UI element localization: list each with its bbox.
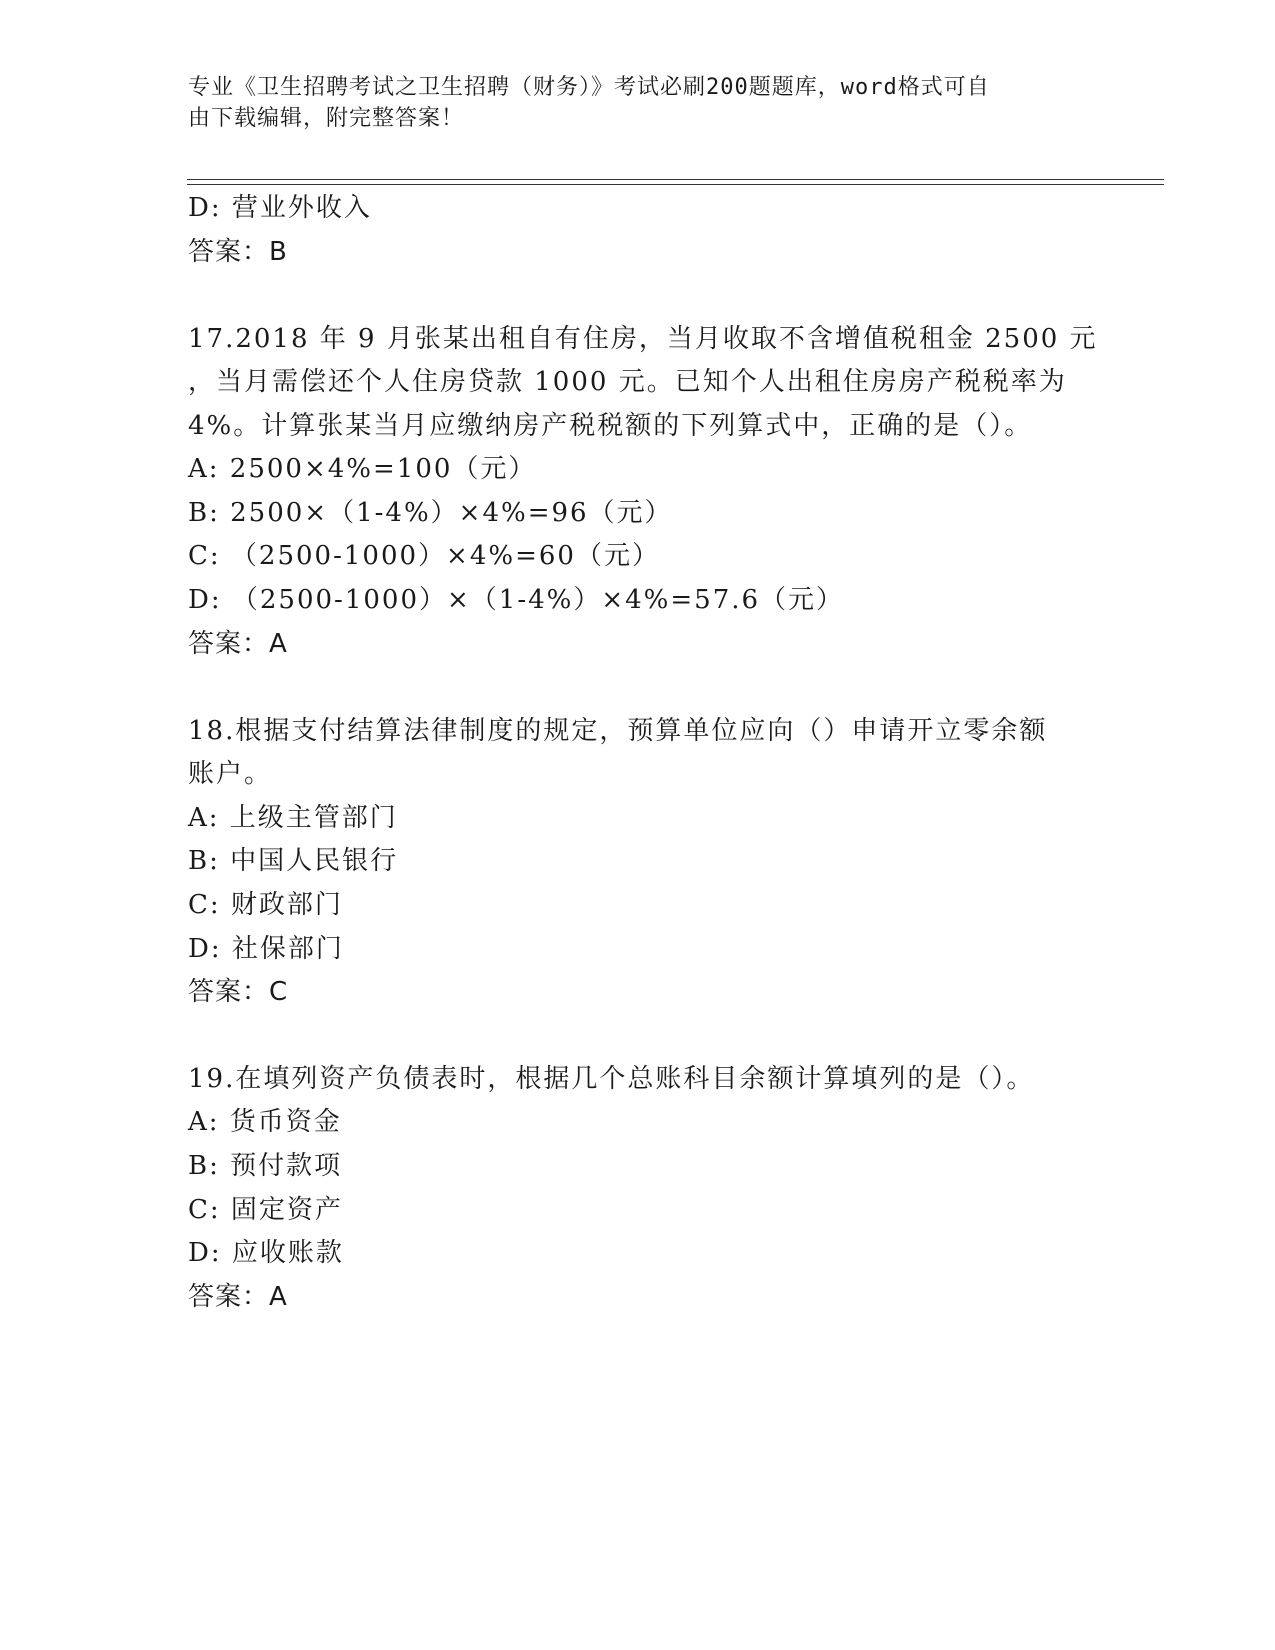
q19-option-b: B: 预付款项 bbox=[188, 1151, 343, 1181]
q19-option-d: D: 应收账款 bbox=[188, 1238, 344, 1268]
header-divider-bottom bbox=[187, 184, 1164, 185]
q17-option-d: D: （2500-1000）×（1-4%）×4%=57.6（元） bbox=[188, 585, 845, 615]
q18-option-c: C: 财政部门 bbox=[188, 890, 343, 920]
q17-option-a: A: 2500×4%=100（元） bbox=[188, 454, 537, 484]
q17-stem-line-3: 4%。计算张某当月应缴纳房产税税额的下列算式中，正确的是（）。 bbox=[188, 411, 1033, 441]
q18-option-b: B: 中国人民银行 bbox=[188, 846, 399, 876]
header-divider-top bbox=[187, 179, 1164, 180]
q17-option-c: C: （2500-1000）×4%=60（元） bbox=[188, 541, 660, 571]
q18-answer: 答案：C bbox=[188, 977, 289, 1007]
q18-option-d: D: 社保部门 bbox=[188, 934, 344, 964]
prev-option-d: D: 营业外收入 bbox=[188, 193, 372, 223]
q18-stem-line-2: 账户。 bbox=[188, 759, 273, 789]
document-header bbox=[188, 72, 1068, 134]
q17-answer: 答案：A bbox=[188, 629, 288, 659]
q17-stem-line-1: 17.2018 年 9 月张某出租自有住房，当月收取不含增值税租金 2500 元 bbox=[188, 324, 1098, 354]
q17-option-b: B: 2500×（1-4%）×4%=96（元） bbox=[188, 498, 673, 528]
q19-option-a: A: 货币资金 bbox=[188, 1107, 342, 1137]
q19-option-c: C: 固定资产 bbox=[188, 1195, 343, 1225]
prev-answer: 答案：B bbox=[188, 237, 288, 267]
q19-stem-line-1: 19.在填列资产负债表时，根据几个总账科目余额计算填列的是（）。 bbox=[188, 1064, 1035, 1094]
header-line-2: 由下载编辑，附完整答案！ bbox=[188, 106, 465, 131]
q18-option-a: A: 上级主管部门 bbox=[188, 803, 398, 833]
q18-stem-line-1: 18.根据支付结算法律制度的规定，预算单位应向（）申请开立零余额 bbox=[188, 716, 1048, 746]
q19-answer: 答案：A bbox=[188, 1282, 288, 1312]
q17-stem-line-2: ，当月需偿还个人住房贷款 1000 元。已知个人出租住房房产税税率为 bbox=[188, 367, 1067, 397]
header-line-1: 专业《卫生招聘考试之卫生招聘（财务）》考试必刷200题题库，word格式可自 bbox=[188, 75, 990, 100]
